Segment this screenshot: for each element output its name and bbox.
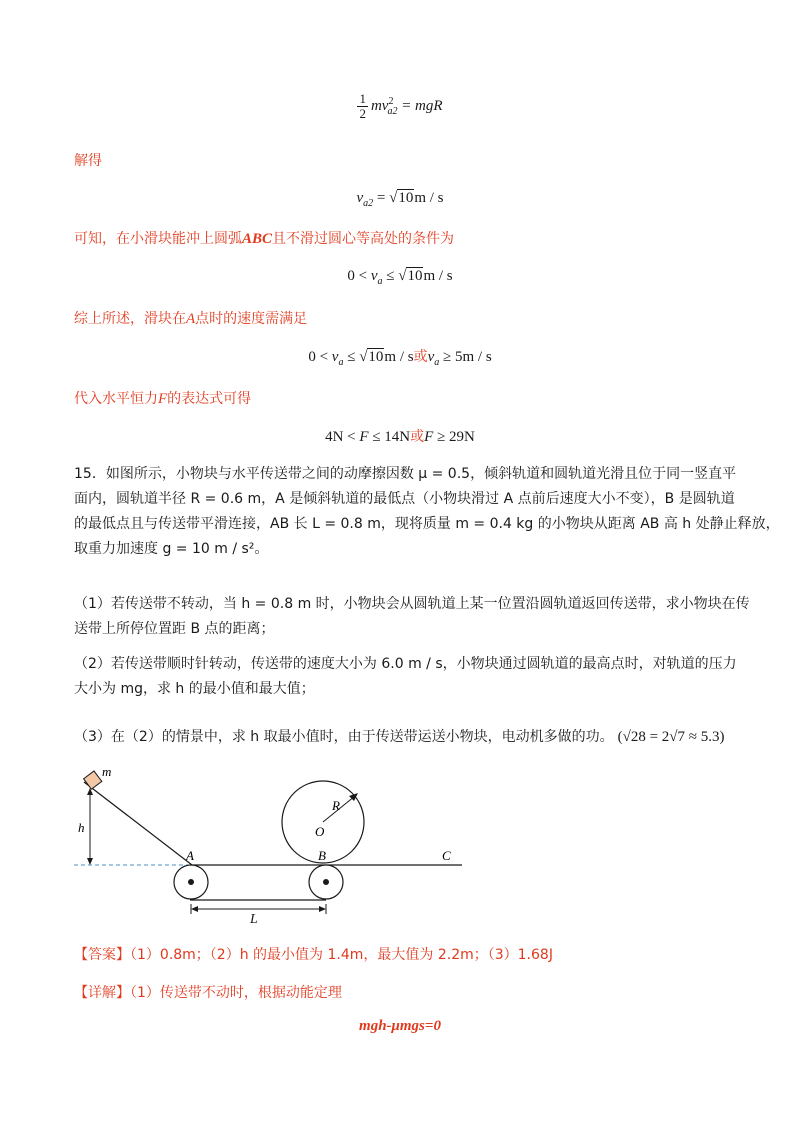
equation-force: 4N < F ≤ 14N或F ≥ 29N (325, 429, 475, 445)
detail-text: （1）传送带不动时，根据动能定理 (130, 985, 342, 1001)
problem-statement (74, 462, 780, 562)
force-sentence: 代入水平恒力F的表达式可得 (74, 391, 252, 407)
label-A: A (186, 848, 194, 863)
question-3-hint: (√28 = 2√7 ≈ 5.3) (617, 729, 725, 745)
label-B: B (318, 848, 326, 863)
dimension-arrow-right (319, 906, 326, 912)
roller-right-axle (323, 879, 329, 885)
problem-line-2: 面内，圆轨道半径 R = 0.6 m，A 是倾斜轨道的最低点（小物块滑过 A 点前后速度大小不变），B 是圆轨道 (74, 491, 735, 507)
problem-line-3: 的最低点且与传送带平滑连接，AB 长 L = 0.8 m，现将质量 m = 0.4 kg 的小物块从距离 AB 高 h 处静止释放， (74, 516, 780, 532)
label-C: C (442, 848, 451, 863)
question-2-line-1: （2）若传送带顺时针转动，传送带的速度大小为 6.0 m / s，小物块通过圆轨道的最高点时，对轨道的压力 (74, 656, 737, 672)
label-R: R (332, 798, 340, 813)
question-1 (74, 592, 750, 642)
answer-tag: 【答案】 (74, 947, 130, 963)
label-m: m (102, 764, 112, 779)
equation-range-2: $0 < v_a \le √10m / s$或$v_a \ge 5m / s$ (308, 349, 492, 368)
detail-line (74, 982, 342, 1002)
question-1-line-1: （1）若传送带不转动，当 h = 0.8 m 时，小物块会从圆轨道上某一位置沿圆轨道返回传送带，求小物块在传 (74, 596, 750, 612)
label-O: O (315, 824, 325, 839)
roller-left-axle (188, 879, 194, 885)
answer-text: （1）0.8m；（2）h 的最小值为 1.4m，最大值为 2.2m；（3）1.68J (130, 947, 553, 963)
label-solve: 解得 (74, 153, 102, 169)
equation-range-1: $0 < v_a \le √10m / s$ (347, 268, 453, 287)
fraction-half: $\frac{1}{2}$ (359, 91, 366, 121)
question-2 (74, 652, 737, 702)
condition-sentence: 可知，在小滑块能冲上圆弧ABC且不滑过圆心等高处的条件为 (74, 231, 455, 247)
problem-line-1: 15．如图所示，小物块与水平传送带之间的动摩擦因数 μ = 0.5，倾斜轨道和圆轨道光滑且位于同一竖直平 (74, 466, 737, 482)
dimension-arrow-left (191, 906, 198, 912)
height-arrow-head-bottom (87, 858, 93, 865)
block-m (84, 771, 102, 789)
label-L: L (250, 912, 258, 927)
question-1-line-2: 送带上所停位置距 B 点的距离； (74, 621, 275, 637)
answer-line (74, 944, 553, 964)
equation-va2: $v_{a2} = √10m / s$ (356, 190, 444, 209)
problem-line-4: 取重力加速度 g = 10 m / s²。 (74, 541, 269, 557)
physics-diagram (60, 760, 480, 920)
incline-track (84, 782, 192, 865)
detail-tag: 【详解】 (74, 985, 130, 1001)
summary-sentence: 综上所述，滑块在A点时的速度需满足 (74, 311, 308, 327)
equation-energy-theorem: mgh-μmgs=0 (359, 1018, 441, 1034)
question-2-line-2: 大小为 mg，求 h 的最小值和最大值； (74, 681, 315, 697)
question-3: （3）在（2）的情景中，求 h 取最小值时，由于传送带运送小物块，电动机多做的功。 (√28 = 2√7 ≈ 5.3) (74, 729, 725, 745)
label-h: h (78, 820, 85, 835)
equation-energy: $\frac{1}{2}$ $mv^2_{a2}$ = mgR (359, 91, 443, 121)
